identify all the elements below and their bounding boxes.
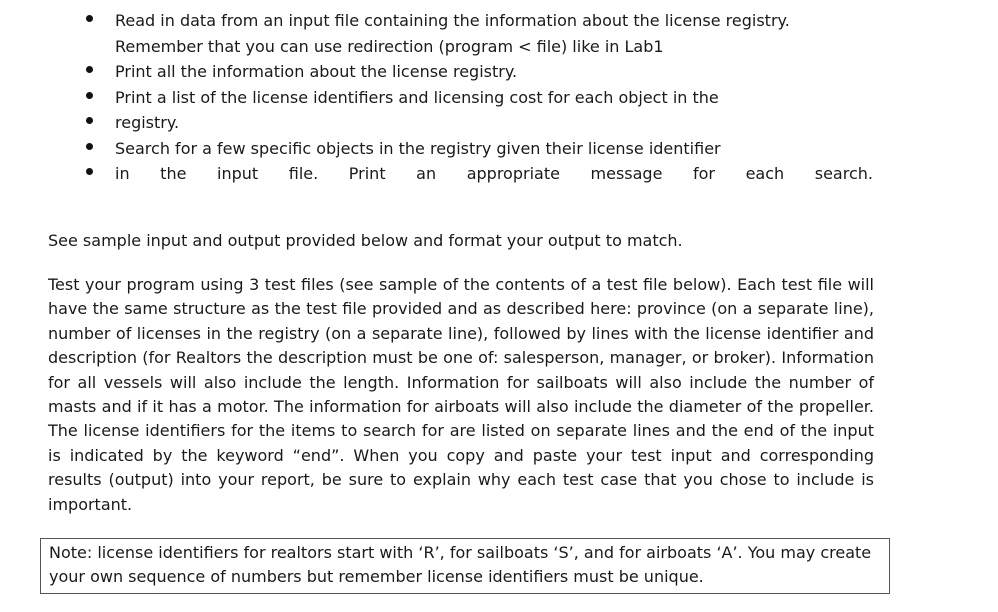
word: appropriate: [466, 164, 560, 183]
list-item: [0, 161, 998, 187]
list-item: [0, 85, 998, 111]
bullet-icon: [86, 168, 93, 175]
bullet-icon: [86, 66, 93, 73]
bullet-text-continued: Remember that you can use redirection (program < file) like in Lab1: [115, 36, 664, 56]
bullet-icon: [86, 92, 93, 99]
word: message: [590, 164, 663, 183]
bullet-text: Print all the information about the license registry.: [115, 62, 518, 81]
list-item: [0, 136, 998, 162]
word: an: [416, 164, 437, 183]
word: the: [160, 164, 187, 183]
bullet-icon: [86, 15, 93, 22]
bullet-text: registry.: [115, 113, 180, 132]
word: each: [745, 164, 785, 183]
bullet-list: [0, 8, 998, 187]
note-box: Note: license identifiers for realtors start with ‘R’, for sailboats ‘S’, and for airboats ‘A’. You may create your own sequence of numbers but remember license identifiers must be unique.: [40, 538, 890, 594]
bullet-text: Read in data from an input file containing the information about the license registry.: [115, 11, 790, 30]
test-files-paragraph: Test your program using 3 test files (see sample of the contents of a test file below). Each test file will have the same structure as the test file provided and as described here: province (on a separate line), number of licenses in the registry (on a separate line), followed by lines with the license identifier and description (for Realtors the description must be one of: salesperson, manager, or broker). Information for all vessels will also include the length. Information for sailboats will also include the number of masts and if it has a motor. The information for airboats will also include the diameter of the propeller. The license identifiers for the items to search for are listed on separate lines and the end of the input is indicated by the keyword “end”. When you copy and paste your test input and corresponding results (output) into your report, be sure to explain why each test case that you chose to include is important.: [48, 275, 874, 514]
word: search.: [814, 164, 873, 183]
word: for: [693, 164, 715, 183]
sample-io-paragraph: See sample input and output provided below and format your output to match.: [48, 231, 683, 250]
bullet-text: Print a list of the license identifiers and licensing cost for each object in the: [115, 87, 719, 107]
bullet-icon: [86, 117, 93, 124]
word: in: [115, 164, 130, 183]
bullet-text-spread: [115, 161, 873, 187]
list-item: [0, 8, 998, 59]
bullet-icon: [86, 143, 93, 150]
list-item: [0, 110, 998, 136]
word: Print: [348, 164, 386, 183]
list-item: [0, 59, 998, 85]
word: file.: [288, 164, 319, 183]
word: input: [217, 164, 259, 183]
bullet-text: Search for a few specific objects in the registry given their license identifier: [115, 138, 721, 158]
